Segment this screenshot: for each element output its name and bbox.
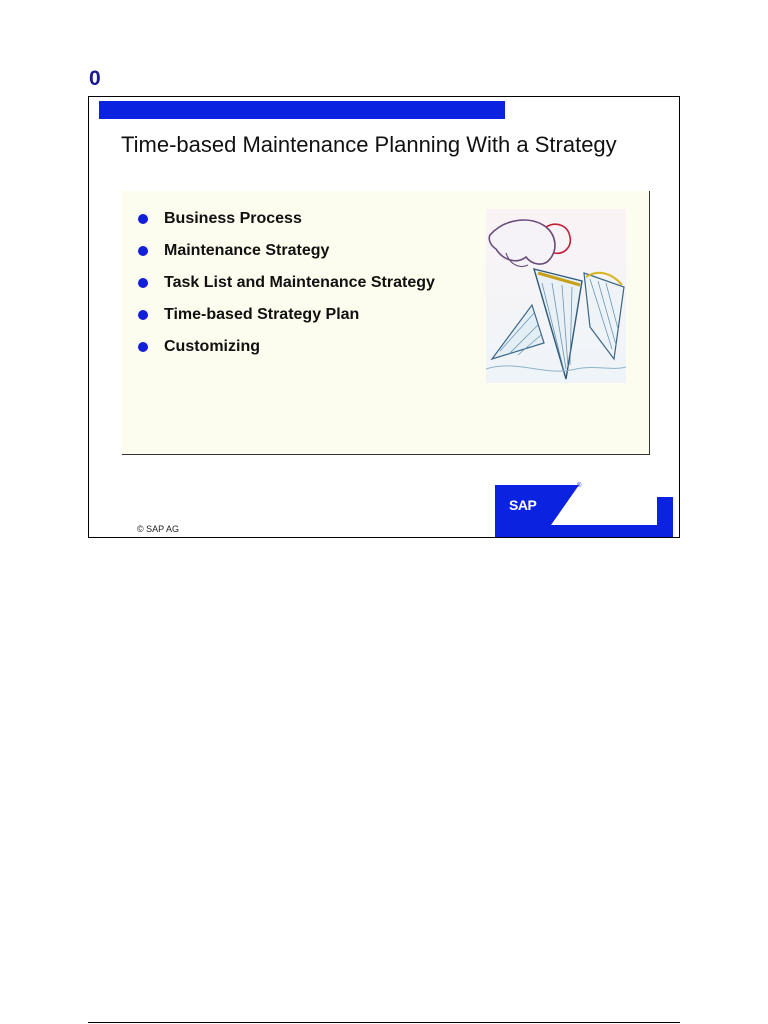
slide (88, 96, 680, 538)
bullet-item (138, 267, 435, 299)
bullet-text: Task List and Maintenance Strategy (164, 274, 435, 291)
slide-title: Time-based Maintenance Planning With a Strategy (121, 132, 617, 157)
sap-logo-text: SAP (509, 497, 537, 513)
bullet-item (138, 203, 435, 235)
bullet-text: Customizing (164, 338, 260, 355)
bullet-text: Maintenance Strategy (164, 242, 330, 259)
copyright-notice: © SAP AG (137, 524, 179, 534)
title-accent-bar (99, 101, 505, 119)
page-bottom-rule (88, 1022, 680, 1023)
bullet-text: Business Process (164, 210, 302, 227)
bullet-text: Time-based Strategy Plan (164, 306, 360, 323)
bullet-list (138, 203, 435, 363)
bullet-dot-icon (138, 246, 148, 256)
content-box (122, 191, 650, 455)
bullet-dot-icon (138, 214, 148, 224)
bullet-item (138, 235, 435, 267)
piping-bag-icon (486, 209, 626, 383)
bullet-dot-icon (138, 278, 148, 288)
bullet-dot-icon (138, 342, 148, 352)
page-number: 0 (89, 67, 101, 90)
registered-mark: ® (577, 483, 582, 489)
bullet-item (138, 299, 435, 331)
bullet-item (138, 331, 435, 363)
bullet-dot-icon (138, 310, 148, 320)
